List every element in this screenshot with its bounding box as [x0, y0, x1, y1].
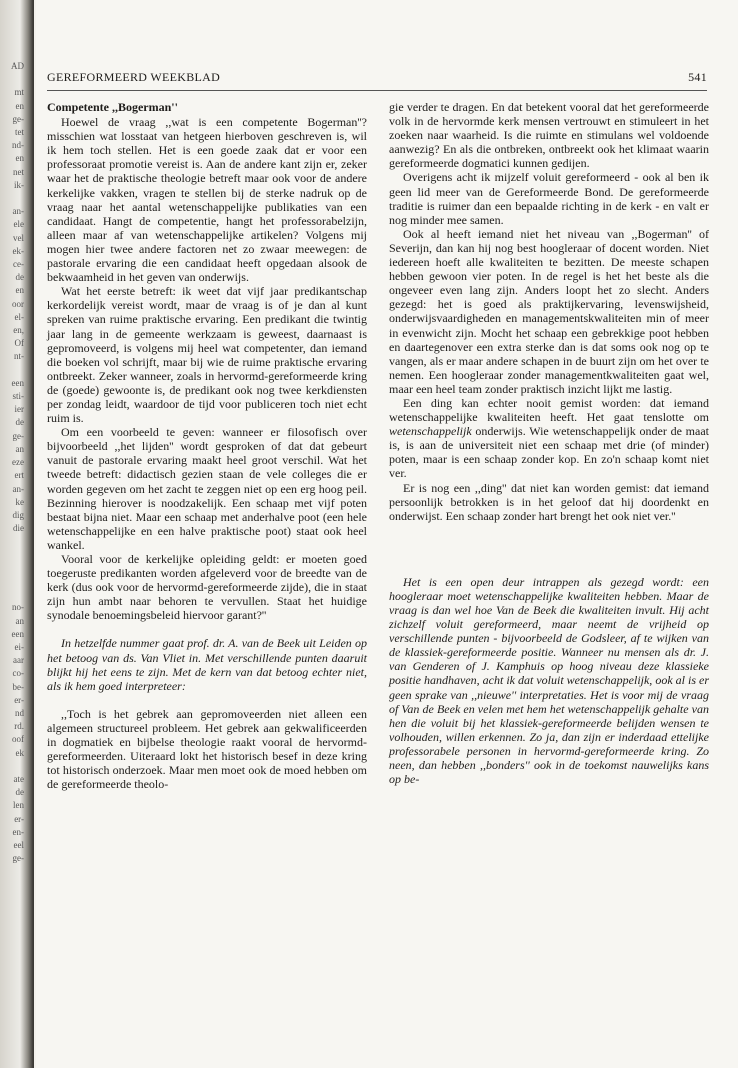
margin-fragment	[0, 535, 24, 548]
emphasis: wetenschappelijk	[389, 424, 472, 439]
paragraph: Er is nog een ,,ding'' dat niet kan worden gemist: dat iemand persoonlijk betrokken is in het geloof dat hij doordenkt en onderwijst. Een schaap zonder hart brengt het ook niet ver.''	[389, 480, 709, 523]
quote-paragraph: ,,Toch is het gebrek aan gepromoveerden niet alleen een algemeen structureel probleem. Het gebrek aan gekwalificeerden in dogmatiek en bijbelse theologie raakt vooral de hervormd-gereformeerden. Uiteraard lokt het historisch besef in deze kring tot historisch onderzoek. Maar men moet ook de moed hebben om de gereformeerde theolo-	[47, 706, 367, 792]
commentary-paragraph: Het is een open deur intrappen als gezegd wordt: een hoogleraar moet wetenschappelijke kwaliteiten hebben. Maar de vraag is dan wel hoe Van de Beek die kwaliteiten invult. Hij acht zichzelf voluit gereformeerd, maar neemt de vrijheid op verschillende punten - bijvoorbeeld de Godsleer, af te wijken van de klassiek-gereformeerde positie. Wanneer nu mensen als dr. J. van Genderen of J. Kamphuis op hoog niveau deze klassieke positie handhaven, acht ik dat voluit wetenschappelijk, ook al is er geen sprake van ,,nieuwe'' interpretaties. Het is voor mij de vraag of Van de Beek en velen met hem het wetenschappelijk gehalte van hen die voluit bij het klassiek-gereformeerde belijden wensen te volhouden, willen erkennen. Zo ja, dan zijn er inderdaad ettelijke professorabele personen in hervormd-gereformeerde kring. Zo neen, dan hebben ,,bonders'' ook in de toekomst nauwelijks kans op be-	[389, 574, 709, 787]
margin-fragment: en-	[12, 826, 24, 837]
paragraph: Om een voorbeeld te geven: wanneer er filosofisch over bijvoorbeeld ,,het lijden'' wordt gesproken of dat dat gebeurt vanuit de pastorale ervaring maakt heel groot verschil. Wat het tweede betreft: didactisch gezien staan de vele colleges die er worden gegeven om het zacht te zeggen niet op een erg hoog peil. Bezinning hierover is noodzakelijk. Een schaap met vijf poten bestaat bijna niet. Maar een schaap met anderhalve poot (een hele wetenschappelijke en een halve praktische poot) staat ook heel wankel.	[47, 425, 367, 552]
paragraph-text: Een ding kan echter nooit gemist worden: dat iemand wetenschappelijke kwaliteiten heeft. Het gaat tenslotte om	[389, 395, 709, 425]
margin-fragment: ek	[15, 747, 24, 758]
margin-fragment: en	[15, 285, 24, 296]
margin-fragment	[0, 760, 24, 773]
paragraph: gie verder te dragen. En dat betekent vooral dat het gereformeerde volk in de hervormde kerk mensen vertrouwt en stimuleert in het zoeken naar waarheid. Is die ruimte en stimulans wel voldoende aanwezig? En als die ontbreken, ontbreekt ook het klimaat waarin gereformeerde dogmatici kunnen gedijen.	[389, 100, 709, 171]
margin-fragment	[0, 549, 24, 562]
margin-fragment: ik-	[14, 179, 24, 190]
margin-fragment: co-	[12, 668, 24, 679]
margin-fragment: en,	[13, 325, 24, 336]
margin-fragment	[0, 73, 24, 86]
section-heading: Competente ,,Bogerman''	[47, 100, 178, 114]
margin-fragment: een	[11, 377, 24, 388]
margin-fragment	[0, 192, 24, 205]
paragraph	[389, 396, 709, 481]
margin-fragment: tet	[15, 127, 24, 138]
margin-fragment: er-	[14, 694, 24, 705]
margin-fragment: en	[15, 100, 24, 111]
margin-fragment: len	[13, 800, 24, 811]
margin-fragment: AD	[11, 61, 24, 71]
margin-fragment: eze	[12, 457, 24, 468]
margin-fragment: ier	[14, 404, 24, 415]
margin-fragment: ate	[13, 773, 24, 784]
margin-fragment: net	[13, 166, 24, 177]
margin-fragment: no-	[12, 602, 24, 613]
margin-fragment: sti-	[12, 391, 24, 402]
paragraph: Vooral voor de kerkelijke opleiding geldt: er moeten goed toegeruste predikanten worden afgeleverd voor de breedte van de kerk (dus ook voor de hervormd-gereformeerde zijde), die in staat zijn hun ambt naar behoren te vervullen. Staat het huidige synodale benoemingsbeleid hiervoor garant?''	[47, 552, 367, 623]
margin-fragment: ert	[14, 470, 24, 481]
margin-fragment	[0, 588, 24, 601]
paragraph: Wat het eerste betreft: ik weet dat vijf jaar predikantschap kerkordelijk vereist wordt, maar de vraag is of je dan al kunt spreken van ruime praktische ervaring. Een predikant die twintig jaar lang in de gemeente werkzaam is geweest, daarnaast is gepromoveerd, is volgens mij heel wat competenter, dan iemand die boeken vol schrijft, maar bij wie de ruime praktische ervaring ontbreekt. Zeker wanneer, zoals in hervormd-gereformeerde kring de (goede) gewoonte is, de predikant ook nog twee kerkdiensten per zondag leidt, waardoor de tijd voor publiceren toch niet echt ruim is.	[47, 284, 367, 426]
margin-fragment: an-	[12, 483, 24, 494]
margin-fragment: oof	[12, 734, 24, 745]
paragraph: Overigens acht ik mijzelf voluit gereformeerd - ook al ben ik geen lid meer van de Gereformeerde Bond. De gereformeerde traditie is ruimer dan een bepaalde richting in de kerk - en valt er nog minder mee samen.	[389, 170, 709, 227]
margin-fragment: de	[15, 417, 24, 428]
margin-fragment: ce-	[13, 259, 24, 270]
margin-fragment: oor	[12, 298, 24, 309]
margin-fragment: aar	[13, 655, 24, 666]
margin-fragment: en	[15, 153, 24, 164]
margin-fragment: Of	[14, 338, 24, 349]
margin-fragment: ek-	[12, 245, 24, 256]
margin-fragment: ele	[13, 219, 24, 230]
margin-fragment: an-	[12, 206, 24, 217]
margin-fragment: ge-	[12, 113, 24, 124]
left-column	[47, 100, 367, 791]
margin-fragment: nt-	[14, 351, 24, 362]
italic-intro: In hetzelfde nummer gaat prof. dr. A. van de Beek uit Leiden op het betoog van ds. Van Vliet in. Met verschillende punten daaruit blijkt hij het eens te zijn. Met de kern van dat betoog echter niet, als ik hem goed interpreteer:	[47, 636, 367, 693]
margin-fragment: an	[15, 615, 24, 626]
margin-fragment: el-	[14, 311, 24, 322]
running-header	[47, 70, 707, 88]
paragraph: Ook al heeft iemand niet het niveau van ,,Bogerman'' of Severijn, dan kan hij nog best hoogleraar of docent worden. Niet iedereen hoeft alle kwaliteiten te bezitten. De meeste schapen hebben gewoon vier poten. In de regel is het het beste als die ongeveer even lang zijn. Anders loopt het zo slecht. Anders gezegd: het is goed als praktijkervaring, levenswijsheid, onderwijsvaardigheden en managementskwaliteiten min of meer in evenwicht zijn. Mocht het schaap een gebrekkige poot hebben en daartegenover een extra sterke dan is dat soms ook nog op te vangen, als er maar andere schapen in de buurt zijn om het over te nemen. Een hoogleraar zonder managementkwaliteiten gaat wel, maar een heel team zonder praktisch inzicht lijkt me lastig.	[389, 226, 709, 396]
margin-fragment: vel	[13, 232, 24, 243]
margin-fragment: ei-	[14, 641, 24, 652]
margin-fragment	[0, 575, 24, 588]
margin-fragment: ge-	[12, 430, 24, 441]
margin-fragment: eel	[13, 839, 24, 850]
margin-fragment: be-	[12, 681, 24, 692]
margin-fragment: ke	[15, 496, 24, 507]
previous-page-margin	[0, 60, 24, 864]
margin-fragment: er-	[14, 813, 24, 824]
magazine-page	[36, 0, 738, 1068]
margin-fragment: de	[15, 272, 24, 283]
margin-fragment: dig	[12, 509, 24, 520]
page-number: 541	[688, 70, 707, 84]
margin-fragment: mt	[14, 87, 24, 98]
header-rule	[47, 90, 707, 91]
right-column	[389, 100, 709, 786]
margin-fragment: rd.	[14, 721, 24, 732]
margin-fragment: ge-	[12, 853, 24, 864]
margin-fragment	[0, 364, 24, 377]
margin-fragment: an	[15, 443, 24, 454]
margin-fragment: een	[11, 628, 24, 639]
margin-fragment: nd-	[12, 140, 24, 151]
paragraph: Hoewel de vraag ,,wat is een competente Bogerman''? misschien wat losstaat van hetgeen hierboven geschreven is, wil ik hem toch stellen. Het is een goede zaak dat er voor een professoraat promotie vereist is. Aan de andere kant zijn er, zeker waar het de praktische theologie betreft maar ook voor de andere kerkelijke vakken, vragen te stellen bij de sterke nadruk op de vraag naar het aantal wetenschappelijke publikaties van een candidaat. Hangt de competentie, hangt het professorabelzijn, alleen maar af van wetenschappelijke artikelen? Volgens mij mogen hier twee andere factoren net zo zwaar meewegen: de pastorale ervaring die een candidaat heeft opgedaan alsook de bekwaamheid in het geven van onderwijs.	[47, 115, 367, 285]
margin-fragment: die	[13, 523, 24, 534]
margin-fragment: nd	[15, 707, 24, 718]
margin-fragment	[0, 562, 24, 575]
paragraph-text: onderwijs. Wie wetenschappelijk onder de maat is, is aan de universiteit niet een schaap met drie (of minder) poten, maar is een schaap zonder kop. En zo'n schaap komt niet ver.	[389, 424, 709, 481]
margin-fragment: de	[15, 787, 24, 798]
running-title: GEREFORMEERD WEEKBLAD	[47, 70, 221, 84]
